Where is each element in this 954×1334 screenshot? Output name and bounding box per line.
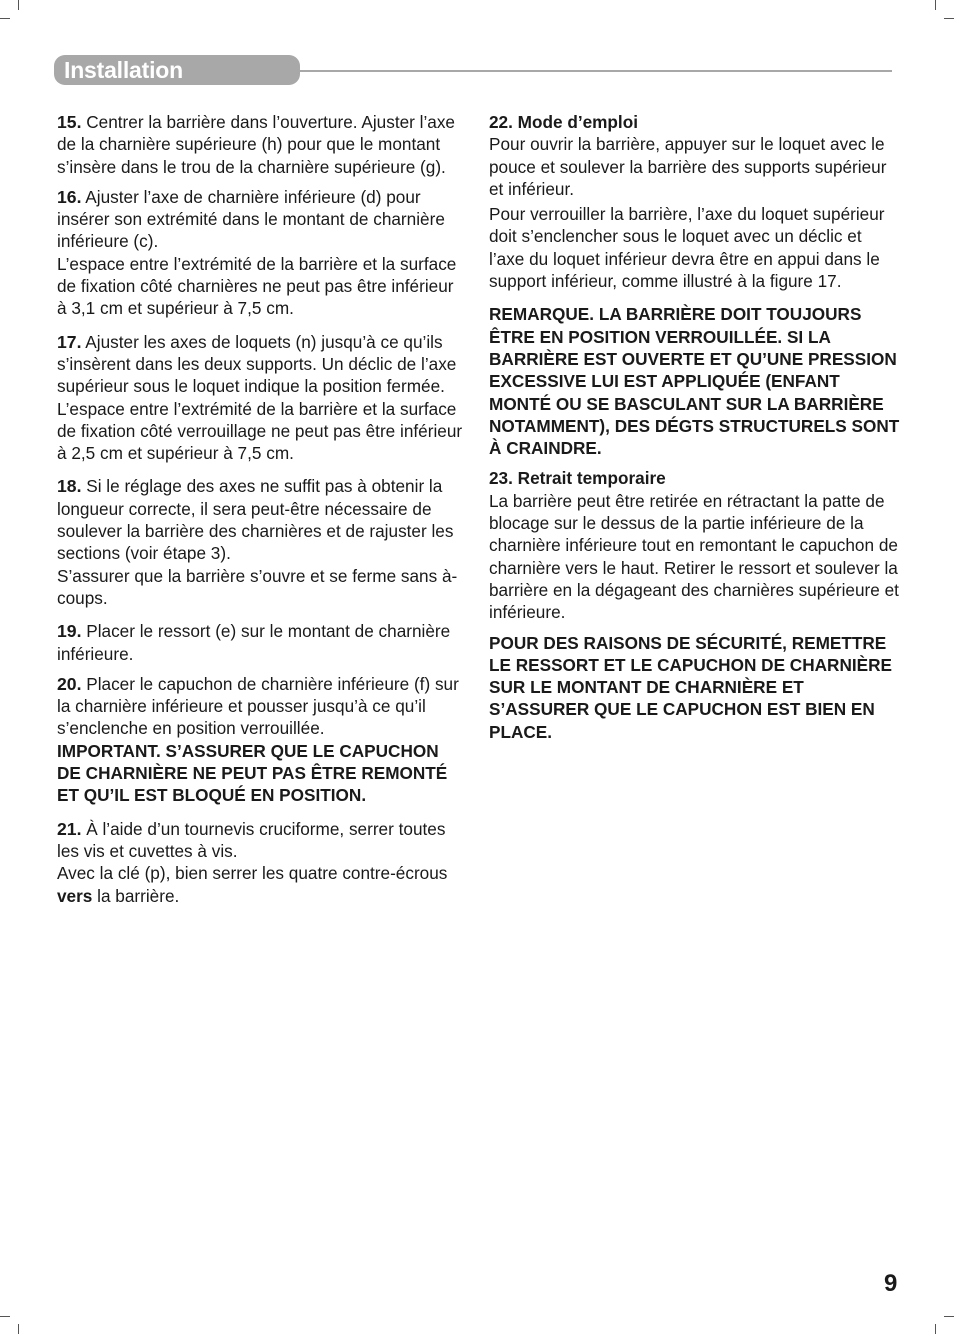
step-heading: 23. Retrait temporaire <box>489 468 666 489</box>
right-column <box>489 111 901 751</box>
page-number: 9 <box>884 1270 898 1297</box>
step-note: Avec la clé (p), bien serrer les quatre contre-écrous <box>57 863 448 884</box>
step-note: S’assurer que la barrière s’ouvre et se ferme sans à-coups. <box>57 565 458 608</box>
step-17 <box>57 331 465 465</box>
step-number: 20. <box>57 673 82 694</box>
safety-warning <box>489 632 901 743</box>
header-rule <box>300 70 892 72</box>
step-21 <box>57 818 465 907</box>
step-text: La barrière peut être retirée en rétractant la patte de blocage sur le dessus de la partie inférieure de la charnière inférieure tout en remontant le capuchon de charnière vers le haut. Retirer le ressort et soulever la barrière en la dégageant des charnières supérieure et inférieure. <box>489 490 899 623</box>
remark-warning <box>489 303 901 459</box>
step-19 <box>57 620 465 665</box>
step-note: L’espace entre l’extrémité de la barrière et la surface de fixation côté charnières ne peut pas être inférieur à 3,1 cm et supérieur à 7,5 cm. <box>57 253 457 319</box>
crop-mark <box>935 0 936 10</box>
left-column <box>57 111 465 915</box>
step-number: 19. <box>57 621 82 642</box>
step-23 <box>489 467 901 623</box>
step-number: 17. <box>57 331 82 352</box>
step-number: 18. <box>57 476 82 497</box>
section-title: Installation <box>64 57 184 83</box>
crop-mark <box>0 1316 10 1317</box>
step-22 <box>489 111 901 200</box>
safety-text: POUR DES RAISONS DE SÉCURITÉ, REMETTRE LE RESSORT ET LE CAPUCHON DE CHARNIÈRE SUR LE MONTANT DE CHARNIÈRE ET S’ASSURER QUE LE CAPUCHON EST BIEN EN PLACE. <box>489 632 892 742</box>
crop-mark <box>0 18 10 19</box>
step-text: Ajuster l’axe de charnière inférieure (d) pour insérer son extrémité dans le montant de charnière inférieure (c). <box>57 186 445 252</box>
step-note: la barrière. <box>92 885 180 906</box>
crop-mark <box>944 18 954 19</box>
step-note-emphasis: vers <box>57 885 93 906</box>
step-text: Placer le capuchon de charnière inférieure (f) sur la charnière inférieure et pousser jusqu’à ce qu’il s’enclenche en position verrouillée. <box>57 673 459 739</box>
remark-text: REMARQUE. LA BARRIÈRE DOIT TOUJOURS ÊTRE EN POSITION VERROUILLÉE. SI LA BARRIÈRE EST OUVERTE ET QU’UNE PRESSION EXCESSIVE LUI EST APPLIQUÉE (ENFANT MONTÉ OU SE BASCULANT SUR LA BARRIÈRE NOTAMMENT), DES DÉGTS STRUCTURELS SONT À CRAINDRE. <box>489 304 900 459</box>
step-heading: 22. Mode d’emploi <box>489 112 638 132</box>
crop-mark <box>18 0 19 10</box>
step-number: 15. <box>57 112 82 132</box>
step-text: Placer le ressort (e) sur le montant de charnière inférieure. <box>57 621 451 664</box>
step-text: Ajuster les axes de loquets (n) jusqu’à ce qu’ils s’insèrent dans les deux supports. Un déclic de l’axe supérieur sous le loquet indique la position fermée. <box>57 331 457 397</box>
crop-mark <box>18 1324 19 1334</box>
step-18 <box>57 475 465 609</box>
step-20 <box>57 673 465 807</box>
step-text: Pour verrouiller la barrière, l’axe du loquet supérieur doit s’enclencher sous le loquet avec un déclic et l’axe du loquet inférieur devra être en appui dans le support inférieur, comme illustré à la figure 17. <box>489 204 885 292</box>
step-15 <box>57 111 465 178</box>
important-warning: IMPORTANT. S’ASSURER QUE LE CAPUCHON DE CHARNIÈRE NE PEUT PAS ÊTRE REMONTÉ ET QU’IL EST BLOQUÉ EN POSITION. <box>57 740 448 806</box>
step-16 <box>57 186 465 320</box>
crop-mark <box>944 1316 954 1317</box>
step-number: 21. <box>57 818 82 839</box>
step-text: Centrer la barrière dans l’ouverture. Ajuster l’axe de la charnière supérieure (h) pour que le montant s’insère dans le trou de la charnière supérieure (g). <box>57 112 455 177</box>
crop-mark <box>935 1324 936 1334</box>
step-22-lock <box>489 203 901 292</box>
step-number: 16. <box>57 186 82 207</box>
step-text: Si le réglage des axes ne suffit pas à obtenir la longueur correcte, il sera peut-être nécessaire de soulever la barrière des charnières et de rajuster les sections (voir étape 3). <box>57 476 454 564</box>
step-text: Pour ouvrir la barrière, appuyer sur le loquet avec le pouce et soulever la barrière des supports supérieur et inférieur. <box>489 134 887 199</box>
step-text: À l’aide d’un tournevis cruciforme, serrer toutes les vis et cuvettes à vis. <box>57 818 446 861</box>
step-note: L’espace entre l’extrémité de la barrière et la surface de fixation côté verrouillage ne peut pas être inférieur à 2,5 cm et supérieur à 7,5 cm. <box>57 398 463 464</box>
